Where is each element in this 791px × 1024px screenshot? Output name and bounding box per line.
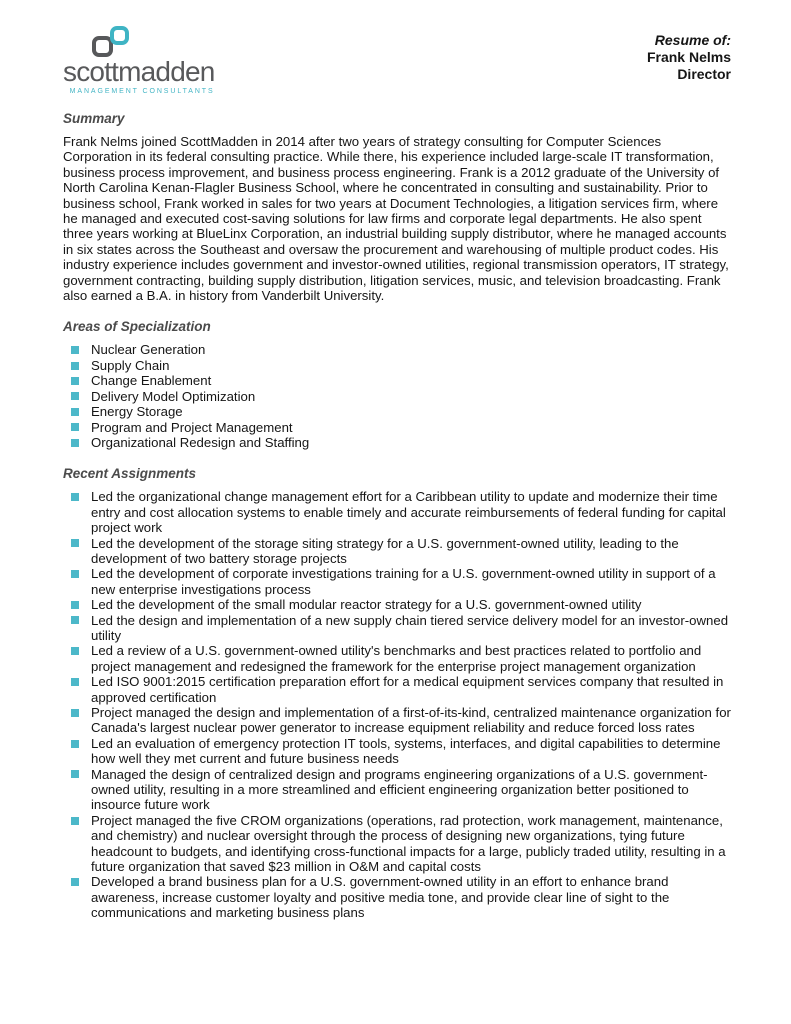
- bullet-square-icon: [71, 678, 79, 686]
- list-item-text: Led an evaluation of emergency protection IT tools, systems, interfaces, and digital capabilities to determine how well they met current and future business needs: [91, 735, 721, 767]
- bullet-square-icon: [71, 408, 79, 416]
- list-item-text: Energy Storage: [91, 404, 183, 420]
- list-item: [63, 674, 731, 705]
- summary-section: [63, 111, 731, 303]
- list-item-text: Project managed the five CROM organizations (operations, rad protection, work management, maintenance, and chemistry) and nuclear oversight through the process of designing new organizations, tying future headcount to budgets, and identifying cross-functional impacts for a large, publicly traded utility, resulting in a future organization that saved $23 million in O&M and capital costs: [91, 812, 726, 875]
- page-header: [63, 26, 731, 95]
- overlapping-squares-icon: [92, 26, 129, 57]
- bullet-square-icon: [71, 878, 79, 886]
- list-item: [63, 404, 731, 419]
- bullet-square-icon: [71, 346, 79, 354]
- list-item: [63, 705, 731, 736]
- teal-square-icon: [110, 26, 129, 45]
- list-item: [63, 342, 731, 357]
- resume-of-label: Resume of:: [654, 32, 731, 48]
- list-item: [63, 420, 731, 435]
- list-item: [63, 536, 731, 567]
- list-item-text: Led the development of the small modular reactor strategy for a U.S. government-owned utility: [91, 597, 642, 613]
- list-item: [63, 813, 731, 875]
- list-item: [63, 613, 731, 644]
- list-item: [63, 566, 731, 597]
- list-item-text: Program and Project Management: [91, 419, 293, 435]
- recent-assignments-list: [63, 489, 731, 920]
- scottmadden-logo: [63, 26, 215, 95]
- recent-assignments-section: [63, 466, 731, 920]
- summary-heading: Summary: [63, 111, 125, 126]
- list-item-text: Led ISO 9001:2015 certification preparation effort for a medical equipment services company that resulted in approved certification: [91, 674, 724, 705]
- bullet-square-icon: [71, 377, 79, 385]
- bullet-square-icon: [71, 392, 79, 400]
- list-item-text: Led a review of a U.S. government-owned utility's benchmarks and best practices related to portfolio and project management and redesigned the framework for the enterprise project management organization: [91, 643, 702, 674]
- list-item-text: Change Enablement: [91, 373, 212, 389]
- list-item: [63, 643, 731, 674]
- list-item-text: Organizational Redesign and Staffing: [91, 434, 310, 450]
- list-item: [63, 767, 731, 813]
- list-item-text: Led the development of corporate investigations training for a U.S. government-owned utility in support of a new enterprise investigations process: [91, 566, 716, 597]
- list-item-text: Managed the design of centralized design and programs engineering organizations of a U.S. government-owned utility, resulting in a more streamlined and efficient engineering organization better positioned to insource future work: [91, 766, 708, 813]
- bullet-square-icon: [71, 493, 79, 501]
- list-item-text: Supply Chain: [91, 357, 170, 373]
- logo-wordmark: scottmadden: [63, 56, 215, 87]
- list-item: [63, 373, 731, 388]
- bullet-square-icon: [71, 647, 79, 655]
- list-item: [63, 874, 731, 920]
- bullet-square-icon: [71, 817, 79, 825]
- bullet-square-icon: [71, 770, 79, 778]
- list-item-text: Developed a brand business plan for a U.S. government-owned utility in an effort to enhance brand awareness, increase customer loyalty and positive media tone, and provide clear line of sight to the communications and marketing business plans: [91, 874, 670, 921]
- areas-of-specialization-list: [63, 342, 731, 450]
- list-item-text: Nuclear Generation: [91, 342, 206, 358]
- list-item: [63, 597, 731, 612]
- recent-assignments-heading: Recent Assignments: [63, 466, 197, 482]
- bullet-square-icon: [71, 740, 79, 748]
- list-item: [63, 358, 731, 373]
- person-title: Director: [677, 66, 731, 82]
- bullet-square-icon: [71, 539, 79, 547]
- bullet-square-icon: [71, 570, 79, 578]
- logo-tagline: MANAGEMENT CONSULTANTS: [69, 88, 215, 95]
- areas-of-specialization-section: [63, 319, 731, 450]
- list-item-text: Project managed the design and implementation of a first-of-its-kind, centralized maintenance organization for Canada's largest nuclear power generator to increase equipment reliability and reduce forced loss rates: [91, 705, 731, 736]
- summary-paragraph: Frank Nelms joined ScottMadden in 2014 after two years of strategy consulting for Computer Sciences Corporation in its federal consulting practice. While there, his experience included large-scale IT transformation, business process improvement, and business process engineering. Frank is a 2012 graduate of the University of North Carolina Kenan-Flagler Business School, where he concentrated in consulting and sustainability. Prior to business school, Frank worked in sales for two years at Document Technologies, a litigation services firm, where he managed and executed cost-saving solutions for law firms and corporate legal departments. He also spent three years working at BlueLinx Corporation, an industrial building supply distributor, where he managed accounts in six states across the Southeast and oversaw the procurement and warehousing of multiple product codes. His industry experience includes government and investor-owned utilities, regional transmission operators, IT strategy, government contracting, building supply distribution, litigation services, music, and television broadcasting. Frank also earned a B.A. in history from Vanderbilt University.: [63, 134, 729, 304]
- list-item: [63, 435, 731, 450]
- bullet-square-icon: [71, 709, 79, 717]
- person-name: Frank Nelms: [646, 49, 731, 65]
- list-item: [63, 389, 731, 404]
- list-item-text: Led the design and implementation of a new supply chain tiered service delivery model for an investor-owned utility: [91, 612, 729, 643]
- bullet-square-icon: [71, 601, 79, 609]
- bullet-square-icon: [71, 616, 79, 624]
- list-item-text: Led the development of the storage siting strategy for a U.S. government-owned utility, leading to the development of two battery storage projects: [91, 535, 679, 566]
- bullet-square-icon: [71, 362, 79, 370]
- list-item-text: Delivery Model Optimization: [91, 388, 256, 404]
- list-item-text: Led the organizational change management effort for a Caribbean utility to update and modernize their time entry and cost allocation systems to enable timely and accurate reimbursements of federal funding for capital project work: [91, 489, 726, 536]
- resume-of-block: [647, 32, 731, 83]
- list-item: [63, 736, 731, 767]
- bullet-square-icon: [71, 423, 79, 431]
- areas-of-specialization-heading: Areas of Specialization: [63, 319, 211, 335]
- list-item: [63, 489, 731, 535]
- bullet-square-icon: [71, 439, 79, 447]
